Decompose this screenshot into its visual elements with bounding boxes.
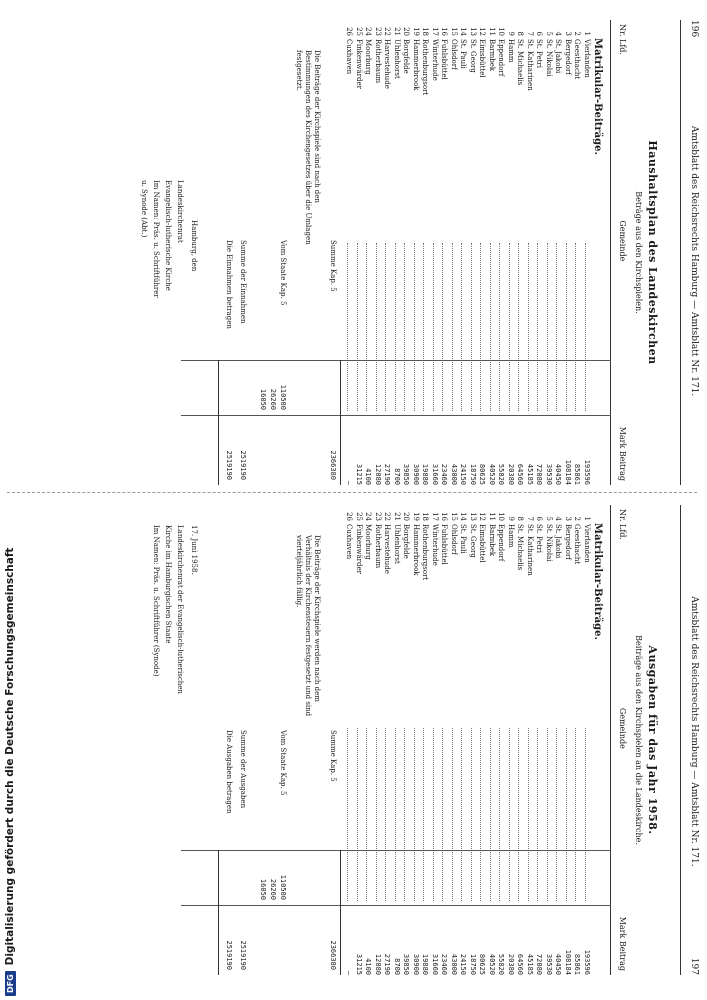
- leader-dots: [585, 728, 586, 901]
- signature-line: Landeskirchenrat der Evangelisch-lutherischen: [176, 525, 184, 694]
- row-number: 24: [364, 512, 373, 521]
- leader-dots: [357, 728, 358, 901]
- leader-dots: [367, 728, 368, 901]
- row-number: 21: [393, 512, 401, 521]
- column-left: Nr. Lfd.: [618, 509, 627, 540]
- leader-dots: [386, 728, 387, 901]
- leader-dots: [576, 243, 577, 411]
- column-right: Mark Beitrag: [618, 426, 627, 481]
- row-amount: 12080: [374, 463, 382, 485]
- row-number: 11: [488, 512, 496, 521]
- row-number: 24: [364, 27, 373, 36]
- leader-dots: [414, 728, 415, 901]
- row-number: 18: [421, 512, 430, 521]
- row-number: 20: [402, 512, 411, 521]
- leader-dots: [462, 728, 463, 901]
- column-center: Gemeinde: [618, 707, 627, 749]
- row-label: Winterhude: [431, 524, 439, 566]
- sub-amount: 26260: [269, 878, 277, 900]
- row-number: 18: [421, 27, 430, 36]
- row-amount: 193596: [583, 459, 591, 485]
- leader-dots: [509, 728, 510, 901]
- row-amount: 27190: [383, 463, 392, 485]
- page-number: 197: [689, 957, 699, 975]
- row-label: Eppendorf: [497, 524, 506, 562]
- total-amount: 2519190: [239, 940, 247, 970]
- rule: [680, 20, 681, 485]
- row-amount: 31215: [355, 953, 363, 975]
- total-label: Summe der Ausgaben: [239, 730, 247, 809]
- row-amount: 80625: [478, 953, 487, 975]
- page-subtitle: Beiträge aus den Kirchspielen an die Landeskirche.: [634, 635, 643, 845]
- row-amount: —: [345, 970, 354, 975]
- signature-line: Im Namen: Präs. u. Schriftführer (Synode): [152, 525, 160, 677]
- leader-dots: [471, 728, 472, 901]
- row-label: St. Michaelis: [516, 524, 525, 571]
- row-amount: 39530: [545, 953, 553, 975]
- row-number: 12: [478, 512, 487, 521]
- row-number: 14: [459, 27, 468, 36]
- row-number: 22: [383, 512, 392, 521]
- sum-amount: 2366380: [329, 450, 337, 480]
- row-number: 2: [573, 516, 582, 521]
- row-number: 13: [469, 512, 477, 521]
- row-number: 20: [402, 27, 411, 36]
- rule: [218, 360, 219, 485]
- row-label: Hammerbrook: [412, 524, 420, 576]
- row-amount: 72080: [535, 953, 544, 975]
- row-number: 2: [573, 31, 582, 36]
- row-label: St. Pauli: [459, 524, 468, 554]
- leader-dots: [566, 243, 567, 411]
- row-number: 22: [383, 27, 392, 36]
- leader-dots: [547, 728, 548, 901]
- row-amount: 108184: [564, 949, 572, 975]
- leader-dots: [528, 243, 529, 411]
- row-label: Rotherbaum: [374, 524, 382, 569]
- row-label: St. Georg: [469, 524, 477, 558]
- row-label: Finkenwärder: [355, 39, 363, 89]
- leader-dots: [481, 243, 482, 411]
- row-amount: 19880: [421, 463, 430, 485]
- row-label: Bergedorf: [564, 39, 572, 75]
- row-label: Rotherbaum: [374, 39, 382, 84]
- row-label: Harvestehude: [383, 524, 392, 574]
- leader-dots: [585, 243, 586, 411]
- signature-line: Landeskirchenrat: [176, 180, 184, 243]
- rule: [218, 850, 219, 975]
- row-amount: 8700: [393, 468, 401, 485]
- leader-dots: [405, 243, 406, 411]
- leader-dots: [386, 243, 387, 411]
- sub-amount: 110500: [279, 384, 287, 410]
- leader-dots: [452, 243, 453, 411]
- leader-dots: [433, 728, 434, 901]
- row-amount: 23460: [440, 953, 449, 975]
- leader-dots: [538, 728, 539, 901]
- column-rule: [181, 850, 611, 851]
- row-label: Moorburg: [364, 524, 373, 560]
- leader-dots: [376, 243, 377, 411]
- row-label: Cuxhaven: [345, 39, 354, 75]
- row-amount: 108184: [564, 459, 572, 485]
- page-gutter: [7, 492, 697, 493]
- rule: [680, 505, 681, 975]
- signature-line: Evangelisch-lutherische Kirche: [164, 180, 172, 291]
- leader-dots: [414, 243, 415, 411]
- row-amount: 8700: [393, 958, 401, 975]
- row-label: Eimsbüttel: [478, 524, 487, 563]
- section-heading: Matrikular-Beiträge.: [592, 38, 603, 155]
- total-amount: 2519190: [239, 450, 247, 480]
- date-line: Hamburg, den: [190, 220, 198, 272]
- page-title: Haushaltsplan des Landeskirchen: [646, 140, 659, 365]
- row-amount: 43000: [450, 463, 458, 485]
- row-amount: 45185: [526, 953, 534, 975]
- row-label: St. Katharinen: [526, 524, 534, 576]
- row-amount: 24150: [459, 463, 468, 485]
- leader-dots: [500, 243, 501, 411]
- row-amount: 85861: [573, 463, 582, 485]
- running-head-text: Amtsblatt des Reichsrechts Hamburg — Amtsblatt Nr. 171.: [689, 596, 699, 867]
- row-amount: 18750: [469, 463, 477, 485]
- row-number: 25: [355, 512, 363, 521]
- row-amount: —: [345, 480, 354, 485]
- row-label: Rothenburgsort: [421, 39, 430, 96]
- page-title: Ausgaben für das Jahr 1958.: [646, 645, 659, 835]
- row-number: 1: [583, 31, 591, 36]
- row-label: Barmbek: [488, 39, 496, 72]
- row-label: St. Katharinen: [526, 39, 534, 91]
- row-amount: 40450: [554, 463, 563, 485]
- page-number: 196: [689, 20, 699, 38]
- leader-dots: [405, 728, 406, 901]
- row-number: 7: [526, 31, 534, 36]
- row-number: 9: [507, 516, 515, 521]
- row-label: Borgfelde: [402, 39, 411, 74]
- row-amount: 19880: [421, 953, 430, 975]
- row-amount: 193596: [583, 949, 591, 975]
- date-line: 17. Juni 1958.: [190, 525, 198, 575]
- note: Die Beiträge der Kirchspiele werden nach dem Verhältnis der Kirchensteuern festgesetzt und sind vierteljährlich fällig.: [295, 535, 321, 717]
- closing-amount: 2519190: [225, 450, 233, 480]
- row-number: 26: [345, 512, 354, 521]
- row-amount: 40450: [554, 953, 563, 975]
- row-amount: 85861: [573, 953, 582, 975]
- signature-line: u. Synode (Abt.): [140, 180, 148, 238]
- leader-dots: [376, 728, 377, 901]
- column-left: Nr. Lfd.: [618, 24, 627, 55]
- row-number: 21: [393, 27, 401, 36]
- sum-label: Summe Kap. 5: [329, 240, 337, 292]
- row-amount: 24150: [459, 953, 468, 975]
- footer-text-wrapper: [2, 547, 18, 996]
- right-page: [9, 505, 699, 975]
- leader-dots: [424, 728, 425, 901]
- row-amount: 4100: [364, 958, 373, 975]
- column-header: [613, 505, 627, 975]
- closing-label: Die Einnahmen betragen: [225, 240, 233, 329]
- row-number: 16: [440, 27, 449, 36]
- row-number: 4: [554, 31, 563, 36]
- row-amount: 55820: [497, 463, 506, 485]
- leader-dots: [557, 728, 558, 901]
- leader-dots: [462, 243, 463, 411]
- closing-amount: 2519190: [225, 940, 233, 970]
- row-amount: 31215: [355, 463, 363, 485]
- row-amount: 80625: [478, 463, 487, 485]
- note: Die Beiträge der Kirchspiele sind nach den Bestimmungen des Kirchengesetzes über die Umlagen festgesetzt.: [295, 50, 321, 245]
- leader-dots: [443, 243, 444, 411]
- rule: [340, 850, 341, 975]
- row-number: 1: [583, 516, 591, 521]
- row-number: 19: [412, 27, 420, 36]
- row-amount: 45185: [526, 463, 534, 485]
- row-label: Winterhude: [431, 39, 439, 81]
- page-subtitle: Beträge aus den Kirchspielen.: [634, 191, 643, 314]
- row-number: 12: [478, 27, 487, 36]
- row-label: Fuhlsbüttel: [440, 524, 449, 565]
- signature-line: Kirche im Hamburgischen Staate: [164, 525, 172, 644]
- row-number: 10: [497, 27, 506, 36]
- row-label: St. Nikolai: [545, 39, 553, 77]
- sub-amount: 110500: [279, 874, 287, 900]
- leader-dots: [519, 243, 520, 411]
- leader-dots: [433, 243, 434, 411]
- sum-amount: 2366380: [329, 940, 337, 970]
- leader-dots: [367, 243, 368, 411]
- row-amount: 20380: [507, 953, 515, 975]
- row-label: Hammerbrook: [412, 39, 420, 91]
- row-label: St. Georg: [469, 39, 477, 73]
- row-number: 3: [564, 516, 572, 521]
- row-number: 17: [431, 512, 439, 521]
- row-number: 6: [535, 31, 544, 36]
- row-number: 25: [355, 27, 363, 36]
- row-label: Borgfelde: [402, 524, 411, 559]
- row-number: 14: [459, 512, 468, 521]
- leader-dots: [519, 728, 520, 901]
- row-number: 19: [412, 512, 420, 521]
- row-number: 9: [507, 31, 515, 36]
- row-amount: 43000: [450, 953, 458, 975]
- closing-label: Die Ausgaben betragen: [225, 730, 233, 814]
- sub-amount: 16050: [259, 388, 267, 410]
- leader-dots: [490, 243, 491, 411]
- column-rule: [181, 360, 611, 361]
- leader-dots: [500, 728, 501, 901]
- leader-dots: [395, 243, 396, 411]
- row-amount: 30900: [412, 953, 420, 975]
- row-amount: 64560: [516, 953, 525, 975]
- row-label: Geesthacht: [573, 39, 582, 80]
- leader-dots: [538, 243, 539, 411]
- row-label: St. Petri: [535, 39, 544, 68]
- row-amount: 12080: [374, 953, 382, 975]
- row-number: 15: [450, 512, 458, 521]
- sum-label: Summe Kap. 5: [329, 730, 337, 782]
- row-number: 7: [526, 516, 534, 521]
- row-number: 10: [497, 512, 506, 521]
- footer-text: Digitalisierung gefördert durch die Deutsche Forschungsgemeinschaft: [4, 547, 16, 966]
- row-number: 13: [469, 27, 477, 36]
- row-number: 26: [345, 27, 354, 36]
- row-number: 17: [431, 27, 439, 36]
- row-label: Uhlenhorst: [393, 524, 401, 564]
- row-label: Harvestehude: [383, 39, 392, 89]
- running-head: [683, 505, 699, 975]
- row-label: Fuhlsbüttel: [440, 39, 449, 80]
- signature-line: Im Namen: Präs. u. Schriftführer: [152, 180, 160, 298]
- row-amount: 4100: [364, 468, 373, 485]
- row-label: St. Jakobi: [554, 524, 563, 559]
- leader-dots: [481, 728, 482, 901]
- row-amount: 27190: [383, 953, 392, 975]
- row-amount: 39530: [545, 463, 553, 485]
- leader-dots: [452, 728, 453, 901]
- row-label: Eppendorf: [497, 39, 506, 77]
- row-amount: 18750: [469, 953, 477, 975]
- column-header: [613, 20, 627, 485]
- row-number: 11: [488, 27, 496, 36]
- row-number: 16: [440, 512, 449, 521]
- row-label: Ohlsdorf: [450, 524, 458, 555]
- sub-amount: 16050: [259, 878, 267, 900]
- left-page: [9, 20, 699, 485]
- row-amount: 31660: [431, 463, 439, 485]
- row-label: St. Michaelis: [516, 39, 525, 86]
- row-number: 8: [516, 31, 525, 36]
- leader-dots: [547, 243, 548, 411]
- row-number: 8: [516, 516, 525, 521]
- row-amount: 64560: [516, 463, 525, 485]
- subtotal-label: Vom Staate Kap. 5: [279, 730, 287, 796]
- row-label: St. Jakobi: [554, 39, 563, 74]
- row-amount: 72080: [535, 463, 544, 485]
- section-heading: Matrikular-Beiträge.: [592, 523, 603, 640]
- row-amount: 55820: [497, 953, 506, 975]
- leader-dots: [490, 728, 491, 901]
- row-label: Uhlenhorst: [393, 39, 401, 79]
- row-label: Hamm: [507, 524, 515, 548]
- leader-dots: [557, 243, 558, 411]
- dfg-logo: DFG: [5, 971, 16, 996]
- running-head: [683, 20, 699, 485]
- row-label: Finkenwärder: [355, 524, 363, 574]
- row-amount: 40520: [488, 953, 496, 975]
- row-label: Geesthacht: [573, 524, 582, 565]
- row-amount: 39850: [402, 953, 411, 975]
- row-label: Vierlanden: [583, 39, 591, 78]
- row-number: 5: [545, 516, 553, 521]
- subtotal-label: Vom Staate Kap. 5: [279, 240, 287, 306]
- leader-dots: [443, 728, 444, 901]
- leader-dots: [566, 728, 567, 901]
- row-amount: 23460: [440, 463, 449, 485]
- digitization-footer: [2, 547, 18, 996]
- leader-dots: [528, 728, 529, 901]
- row-label: Rothenburgsort: [421, 524, 430, 581]
- row-label: Bergedorf: [564, 524, 572, 560]
- leader-dots: [509, 243, 510, 411]
- row-label: Hamm: [507, 39, 515, 63]
- row-number: 23: [374, 27, 382, 36]
- rule: [340, 360, 341, 485]
- row-amount: 31660: [431, 953, 439, 975]
- row-number: 23: [374, 512, 382, 521]
- row-amount: 39850: [402, 463, 411, 485]
- leader-dots: [348, 243, 349, 411]
- row-label: St. Petri: [535, 524, 544, 553]
- running-head-text: Amtsblatt des Reichsrechts Hamburg — Amtsblatt Nr. 171.: [689, 125, 699, 397]
- total-label: Summe der Einnahmen: [239, 240, 247, 324]
- column-right: Mark Beitrag: [618, 916, 627, 971]
- row-label: Moorburg: [364, 39, 373, 75]
- row-amount: 20380: [507, 463, 515, 485]
- row-number: 15: [450, 27, 458, 36]
- row-label: St. Nikolai: [545, 524, 553, 562]
- leader-dots: [348, 728, 349, 901]
- leader-dots: [357, 243, 358, 411]
- leader-dots: [576, 728, 577, 901]
- row-label: St. Pauli: [459, 39, 468, 69]
- row-number: 4: [554, 516, 563, 521]
- column-center: Gemeinde: [618, 220, 627, 262]
- leader-dots: [424, 243, 425, 411]
- row-amount: 30900: [412, 463, 420, 485]
- row-label: Ohlsdorf: [450, 39, 458, 70]
- row-label: Eimsbüttel: [478, 39, 487, 78]
- row-number: 3: [564, 31, 572, 36]
- row-number: 5: [545, 31, 553, 36]
- row-label: Vierlanden: [583, 524, 591, 563]
- row-label: Barmbek: [488, 524, 496, 557]
- row-number: 6: [535, 516, 544, 521]
- leader-dots: [471, 243, 472, 411]
- row-amount: 40520: [488, 463, 496, 485]
- leader-dots: [395, 728, 396, 901]
- row-label: Cuxhaven: [345, 524, 354, 560]
- sub-amount: 26260: [269, 388, 277, 410]
